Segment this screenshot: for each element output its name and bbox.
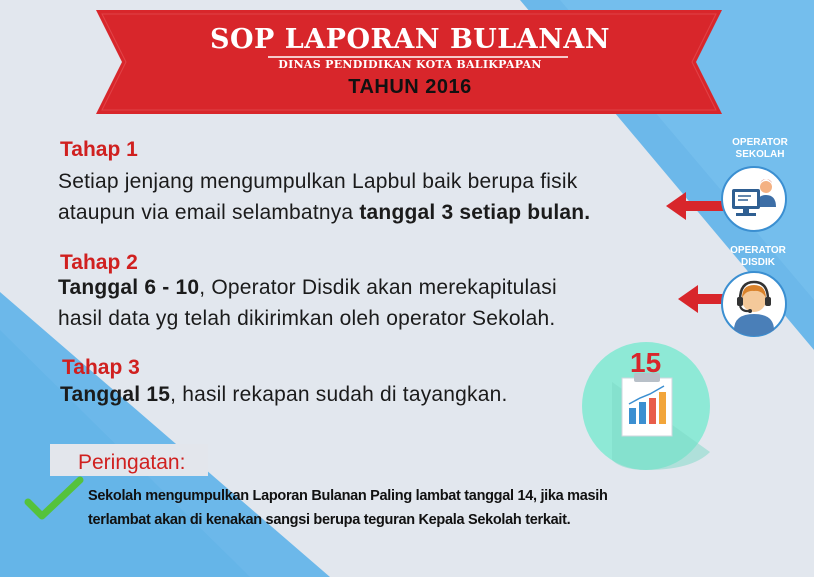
- headset-operator-icon: [720, 270, 788, 338]
- warning-line-1: Sekolah mengumpulkan Laporan Bulanan Paling lambat tanggal 14, jika masih: [88, 488, 608, 504]
- step-1-line-1: Setiap jenjang mengumpulkan Lapbul baik berupa fisik: [58, 170, 578, 193]
- step-2-title: Tahap 2: [60, 251, 138, 274]
- step-3-title: Tahap 3: [62, 356, 140, 379]
- warning-text: [88, 484, 608, 532]
- banner-year: TAHUN 2016: [348, 76, 472, 98]
- step-2-date: Tanggal 6 - 10: [58, 276, 200, 299]
- arrow-left-icon-1: [666, 190, 726, 222]
- operator-computer-icon: [720, 165, 788, 233]
- step-2-text: [58, 272, 557, 334]
- step-3-line-1: Tanggal 15, hasil rekapan sudah di tayangkan.: [60, 383, 508, 406]
- step-1-line-2: ataupun via email selambatnya tanggal 3 setiap bulan.: [58, 201, 591, 224]
- step-3-date: Tanggal 15: [60, 383, 171, 406]
- step-1-text: [58, 166, 590, 228]
- operator-disdik-label: OPERATOR DISDIK: [730, 245, 786, 268]
- step-3-text: [60, 379, 508, 410]
- warning-line-2: terlambat akan di kenakan sangsi berupa teguran Kepala Sekolah terkait.: [88, 512, 571, 528]
- warning-title: Peringatan:: [78, 451, 186, 474]
- step-1-deadline: tanggal 3 setiap bulan.: [359, 201, 591, 224]
- step-2-line-1: Tanggal 6 - 10, Operator Disdik akan merekapitulasi: [58, 276, 557, 299]
- checkmark-icon: [24, 476, 84, 522]
- step-2-line-2: hasil data yg telah dikirimkan oleh operator Sekolah.: [58, 307, 556, 330]
- step-1-title: Tahap 1: [60, 138, 138, 161]
- arrow-left-icon-2: [678, 283, 726, 315]
- calendar-day: 15: [630, 347, 662, 378]
- banner-subtitle: DINAS PENDIDIKAN KOTA BALIKPAPAN: [278, 58, 542, 71]
- operator-sekolah-label: OPERATOR SEKOLAH: [732, 137, 788, 160]
- banner-title: SOP LAPORAN BULANAN: [210, 24, 611, 55]
